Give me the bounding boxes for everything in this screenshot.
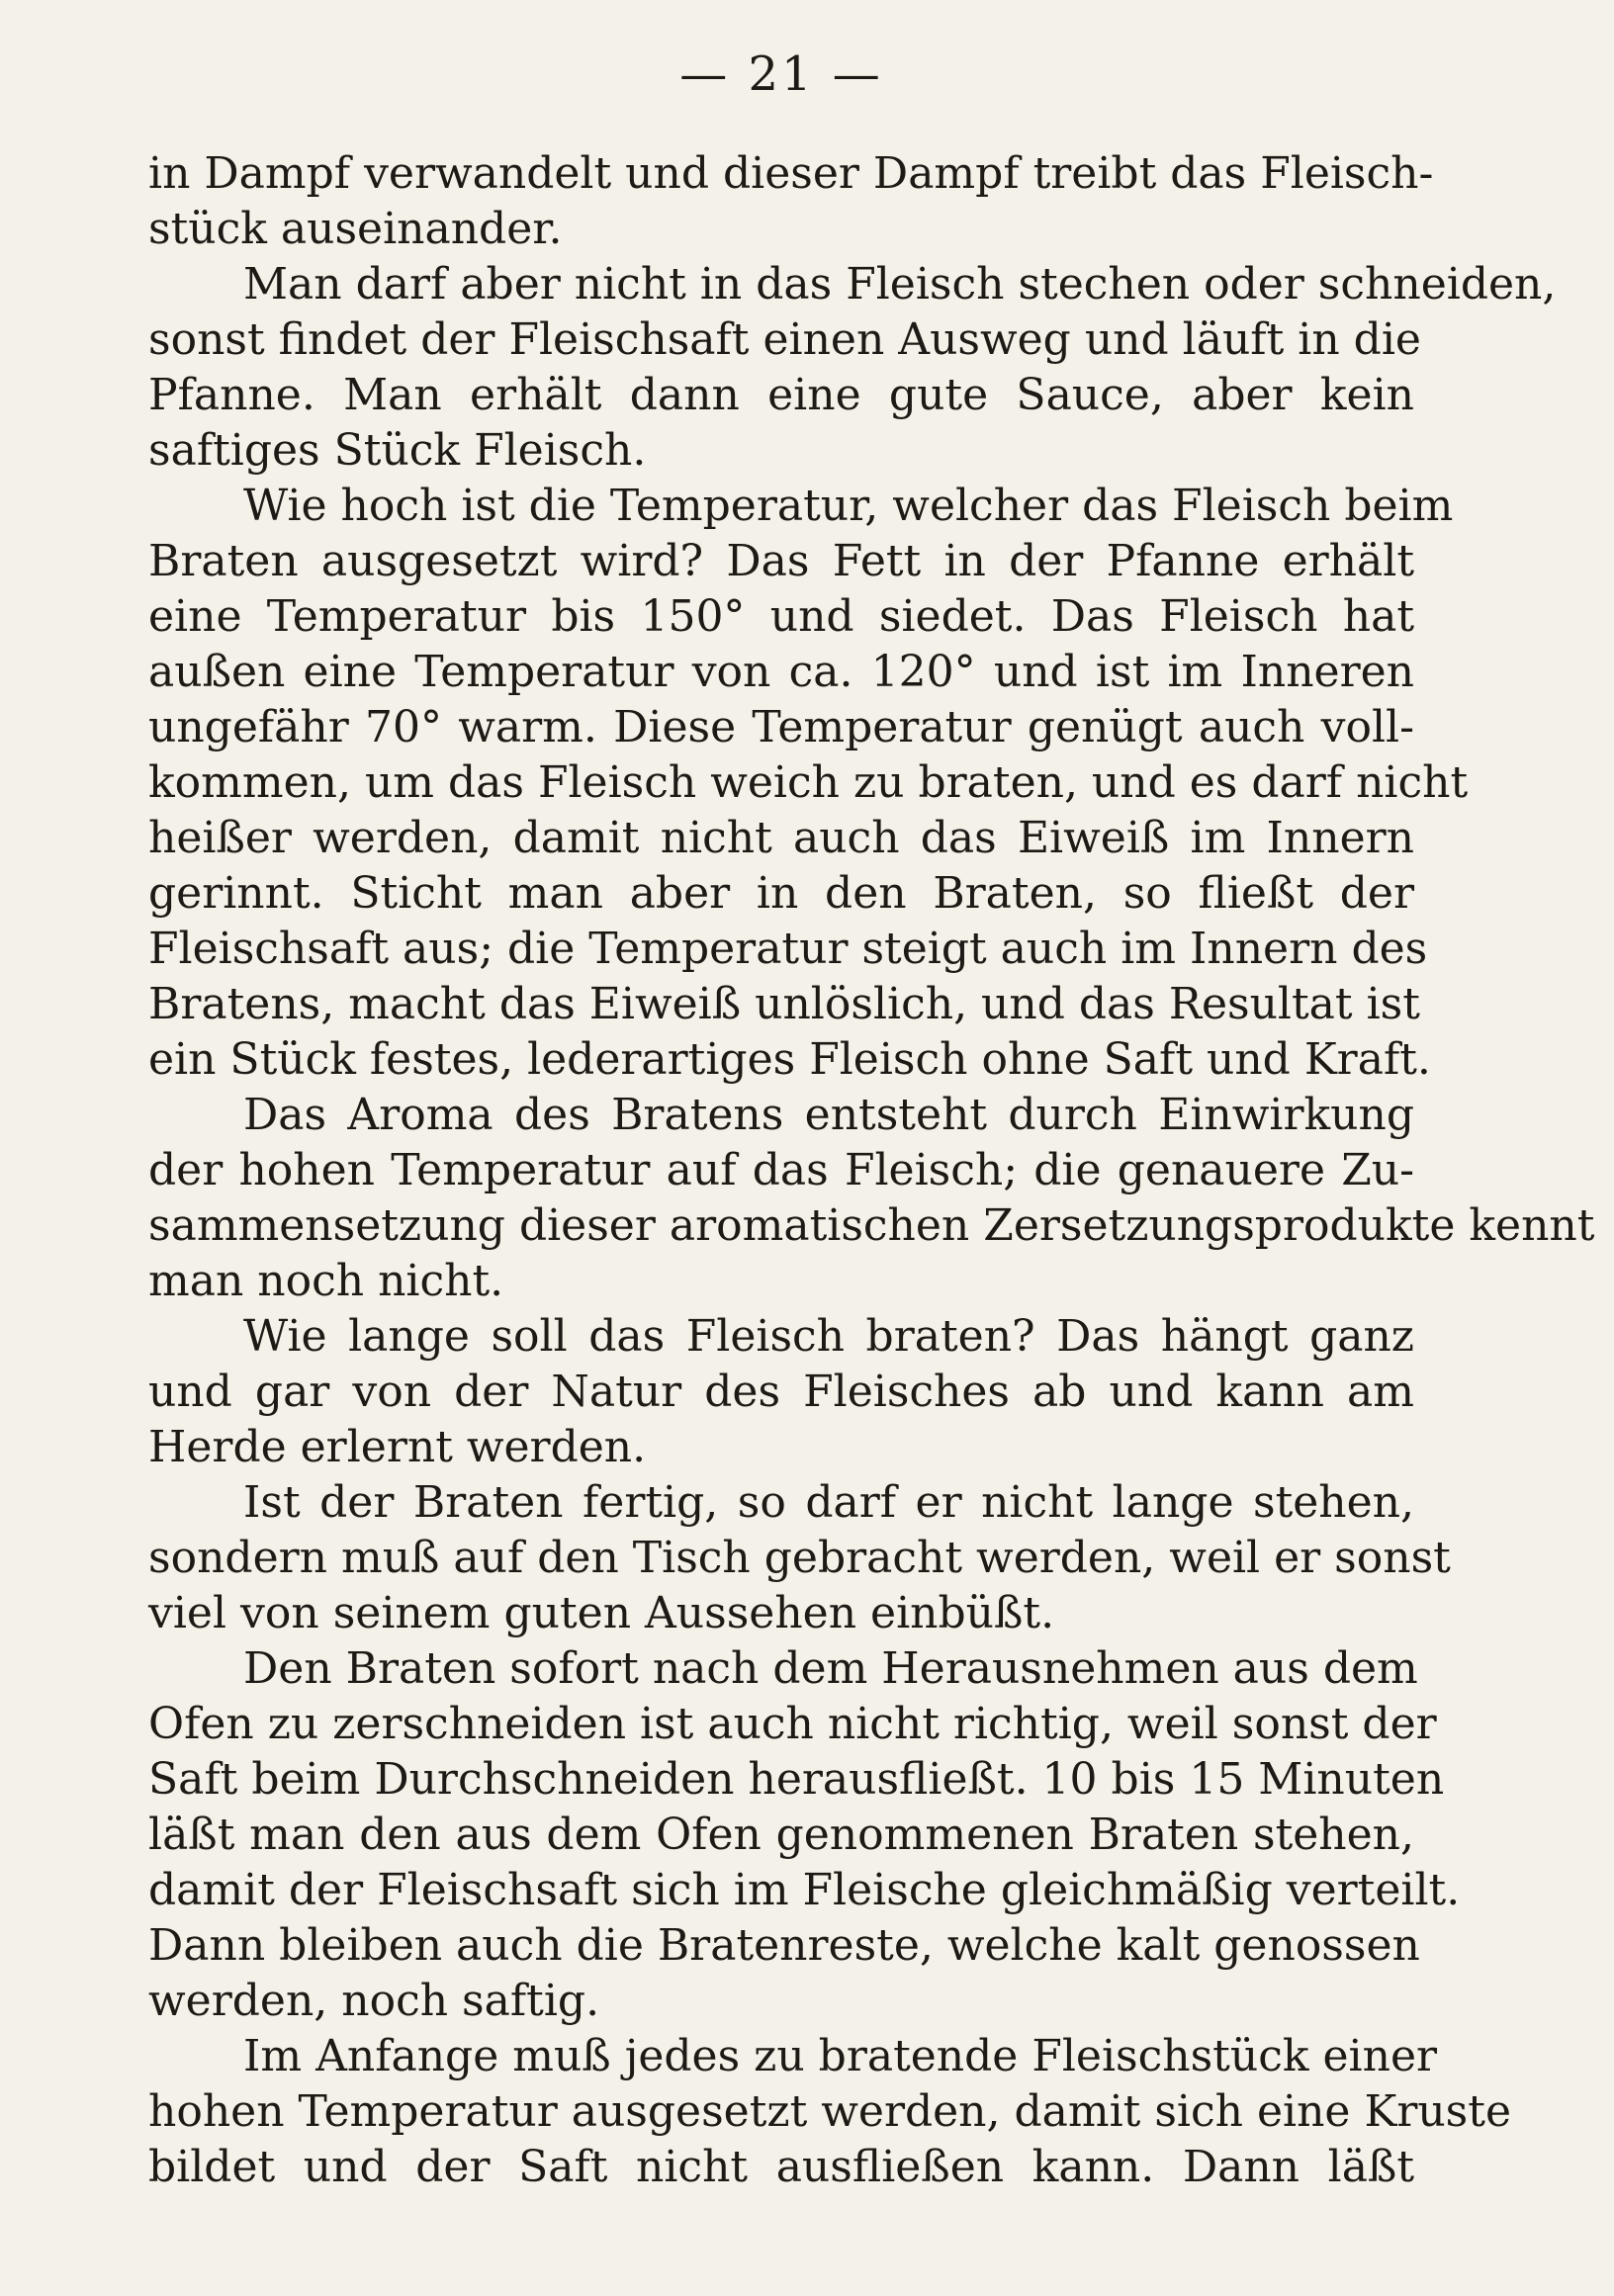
- text-line: heißer werden, damit nicht auch das Eiweiß im Innern: [148, 813, 1414, 863]
- text-line: stück auseinander.: [148, 204, 563, 254]
- text-line: gerinnt. Sticht man aber in den Braten, so fließt der: [148, 868, 1414, 919]
- text-line: Das Aroma des Bratens entsteht durch Einwirkung: [243, 1090, 1414, 1140]
- text-line: Dann bleiben auch die Bratenreste, welche kalt genossen: [148, 1920, 1420, 1971]
- text-line: Wie hoch ist die Temperatur, welcher das Fleisch beim: [243, 481, 1454, 531]
- text-line: Wie lange soll das Fleisch braten? Das hängt ganz: [243, 1311, 1414, 1362]
- text-line: sammensetzung dieser aromatischen Zersetzungsprodukte kennt: [148, 1200, 1595, 1251]
- text-line: Pfanne. Man erhält dann eine gute Sauce, aber kein: [148, 370, 1414, 420]
- text-line: saftiges Stück Fleisch.: [148, 425, 647, 476]
- text-line: sondern muß auf den Tisch gebracht werden, weil er sonst: [148, 1533, 1451, 1583]
- text-line: und gar von der Natur des Fleisches ab und kann am: [148, 1367, 1414, 1417]
- book-page: [148, 40, 1595, 2254]
- text-line: Herde erlernt werden.: [148, 1422, 647, 1472]
- text-line: bildet und der Saft nicht ausfließen kann. Dann läßt: [148, 2142, 1414, 2192]
- text-line: Den Braten sofort nach dem Herausnehmen aus dem: [243, 1643, 1418, 1694]
- text-line: Man darf aber nicht in das Fleisch stechen oder schneiden,: [243, 259, 1557, 309]
- text-line: werden, noch saftig.: [148, 1976, 600, 2026]
- text-line: hohen Temperatur ausgesetzt werden, damit sich eine Kruste: [148, 2086, 1511, 2137]
- text-line: Ist der Braten fertig, so darf er nicht lange stehen,: [243, 1477, 1414, 1528]
- text-line: viel von seinem guten Aussehen einbüßt.: [148, 1588, 1055, 1638]
- text-line: Saft beim Durchschneiden herausfließt. 10 bis 15 Minuten: [148, 1754, 1445, 1805]
- text-line: Bratens, macht das Eiweiß unlöslich, und das Resultat ist: [148, 979, 1420, 1029]
- text-line: kommen, um das Fleisch weich zu braten, und es darf nicht: [148, 757, 1469, 808]
- text-line: Ofen zu zerschneiden ist auch nicht richtig, weil sonst der: [148, 1699, 1437, 1749]
- text-line: eine Temperatur bis 150° und siedet. Das Fleisch hat: [148, 591, 1414, 642]
- text-line: ungefähr 70° warm. Diese Temperatur genügt auch voll-: [148, 702, 1414, 752]
- text-line: sonst findet der Fleischsaft einen Ausweg und läuft in die: [148, 314, 1421, 365]
- text-line: Braten ausgesetzt wird? Das Fett in der Pfanne erhält: [148, 536, 1414, 586]
- text-line: außen eine Temperatur von ca. 120° und ist im Inneren: [148, 647, 1414, 697]
- text-line: in Dampf verwandelt und dieser Dampf treibt das Fleisch-: [148, 148, 1434, 199]
- text-line: läßt man den aus dem Ofen genommenen Braten stehen,: [148, 1810, 1414, 1860]
- text-line: damit der Fleischsaft sich im Fleische gleichmäßig verteilt.: [148, 1865, 1461, 1915]
- page-number: — 21 —: [679, 46, 883, 102]
- text-line: der hohen Temperatur auf das Fleisch; die genauere Zu-: [148, 1145, 1414, 1195]
- text-line: man noch nicht.: [148, 1256, 504, 1306]
- text-line: Fleischsaft aus; die Temperatur steigt auch im Innern des: [148, 924, 1428, 974]
- text-line: ein Stück festes, lederartiges Fleisch ohne Saft und Kraft.: [148, 1034, 1431, 1085]
- text-line: Im Anfange muß jedes zu bratende Fleischstück einer: [243, 2031, 1438, 2081]
- text-body: [148, 146, 1595, 2195]
